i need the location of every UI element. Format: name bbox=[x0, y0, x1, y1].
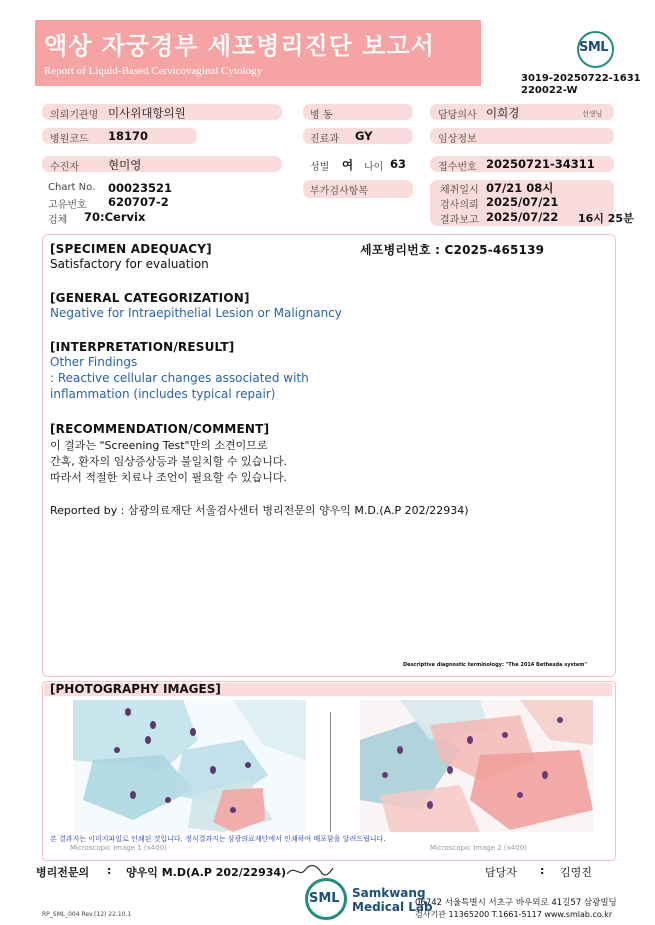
reported-by: Reported by : 삼광의료재단 서울검사센터 병리전문의 양우익 M.D.(A.P 202/22934) bbox=[50, 504, 469, 517]
pathologist-colon: : bbox=[107, 864, 112, 877]
doctor-label: 담당의사 bbox=[438, 110, 477, 121]
age-value: 63 bbox=[390, 157, 407, 171]
patient-value: 현미영 bbox=[108, 158, 142, 172]
manager-label: 담당자 bbox=[485, 866, 517, 879]
sex-label: 성별 bbox=[310, 162, 330, 173]
receipt-value: 20250721-34311 bbox=[486, 157, 595, 171]
unique-value: 620707-2 bbox=[108, 195, 169, 209]
reported-time: 16시 25분 bbox=[578, 212, 634, 225]
terminology-note: Descriptive diagnostic terminology: "The 2014 Bethesda system" bbox=[403, 662, 588, 668]
interp-line-3: inflammation (includes typical repair) bbox=[50, 387, 276, 401]
rec-line-2: 간혹, 환자의 임상증상등과 불일치할 수 있습니다. bbox=[50, 455, 287, 468]
caption-1: Microscopic Image 1 (x400) bbox=[70, 844, 167, 852]
interp-heading: [INTERPRETATION/RESULT] bbox=[50, 340, 235, 354]
receipt-label: 접수번호 bbox=[438, 162, 477, 173]
interp-line-1: Other Findings bbox=[50, 355, 138, 369]
print-notice: 본 결과지는 이미지파일로 인쇄된 것입니다. 정식결과지는 삼광의료재단에서 인쇄하여 배포함을 알려드립니다. bbox=[50, 835, 386, 843]
doctor-value: 이희경 bbox=[486, 106, 520, 120]
hospital-label: 의뢰기관명 bbox=[50, 110, 99, 121]
hospital-value: 미사위대항의원 bbox=[108, 106, 186, 120]
unique-label: 고유번호 bbox=[48, 200, 87, 211]
pathologist-label: 병리전문의 bbox=[36, 866, 90, 879]
doctor-suffix: 선생님 bbox=[582, 110, 603, 118]
report-title: 액상 자궁경부 세포병리진단 보고서 bbox=[44, 32, 435, 60]
reported-label: 결과보고 bbox=[440, 215, 479, 226]
patient-label: 수진자 bbox=[50, 162, 79, 173]
sex-value: 여 bbox=[342, 158, 354, 172]
rec-line-1: 이 결과는 "Screening Test"만의 소견이므로 bbox=[50, 439, 268, 452]
extra-test-label: 부가검사항목 bbox=[310, 186, 368, 197]
age-label: 나이 bbox=[364, 162, 384, 173]
report-subtitle: Report of Liquid-Based Cervicovaginal Cytology bbox=[44, 65, 263, 77]
category-heading: [GENERAL CATEGORIZATION] bbox=[50, 291, 250, 305]
adequacy-text: Satisfactory for evaluation bbox=[50, 257, 209, 271]
lab-logo-text: SML bbox=[309, 891, 340, 906]
lab-license: 검사기관 11365200 T.1661-5117 www.smlab.co.kr bbox=[415, 910, 613, 919]
clinical-label: 임상정보 bbox=[438, 134, 477, 145]
photo-divider bbox=[330, 712, 331, 832]
collected-value: 07/21 08시 bbox=[486, 181, 554, 195]
sml-logo-text: SML bbox=[579, 40, 609, 55]
interp-line-2: : Reactive cellular changes associated with bbox=[50, 371, 309, 385]
photo-title: [PHOTOGRAPHY IMAGES] bbox=[50, 682, 221, 696]
hospital-code-value: 18170 bbox=[108, 129, 149, 143]
category-text: Negative for Intraepithelial Lesion or Malignancy bbox=[50, 306, 342, 320]
form-number: RP_SML_004 Rev.(12) 22.10.1 bbox=[42, 911, 132, 918]
rec-heading: [RECOMMENDATION/COMMENT] bbox=[50, 422, 270, 436]
lab-name: Samkwang Medical Lab bbox=[352, 886, 433, 914]
dept-label: 진료과 bbox=[310, 134, 339, 145]
collected-label: 채취일시 bbox=[440, 185, 479, 196]
manager-colon: : bbox=[540, 864, 545, 877]
ward-label: 병 동 bbox=[310, 110, 333, 121]
pathologist-value: 양우익 M.D(A.P 202/22934) bbox=[126, 866, 287, 879]
report-id: 3019-20250722-1631 220022-W bbox=[521, 73, 641, 96]
rec-line-3: 따라서 적절한 치료나 조언이 필요할 수 있습니다. bbox=[50, 471, 287, 484]
hospital-code-label: 병원코드 bbox=[50, 134, 89, 145]
manager-value: 김영진 bbox=[560, 866, 592, 879]
specimen-label: 검체 bbox=[48, 215, 68, 226]
dept-value: GY bbox=[355, 129, 373, 143]
specimen-value: 70:Cervix bbox=[84, 210, 146, 224]
microscopic-image-1 bbox=[73, 700, 306, 832]
microscopic-image-2 bbox=[360, 700, 593, 832]
adequacy-heading: [SPECIMEN ADEQUACY] bbox=[50, 242, 212, 256]
cyto-number: 세포병리번호 : C2025-465139 bbox=[360, 243, 545, 257]
tested-label: 검사의뢰 bbox=[440, 200, 479, 211]
lab-address: 06742 서울특별시 서초구 바우뫼로 41길57 삼광빌딩 bbox=[415, 898, 617, 908]
caption-2: Microscopic Image 2 (x400) bbox=[430, 844, 527, 852]
chart-label: Chart No. bbox=[48, 182, 96, 193]
reported-value: 2025/07/22 bbox=[486, 210, 559, 224]
chart-value: 00023521 bbox=[108, 181, 173, 195]
tested-value: 2025/07/21 bbox=[486, 195, 559, 209]
